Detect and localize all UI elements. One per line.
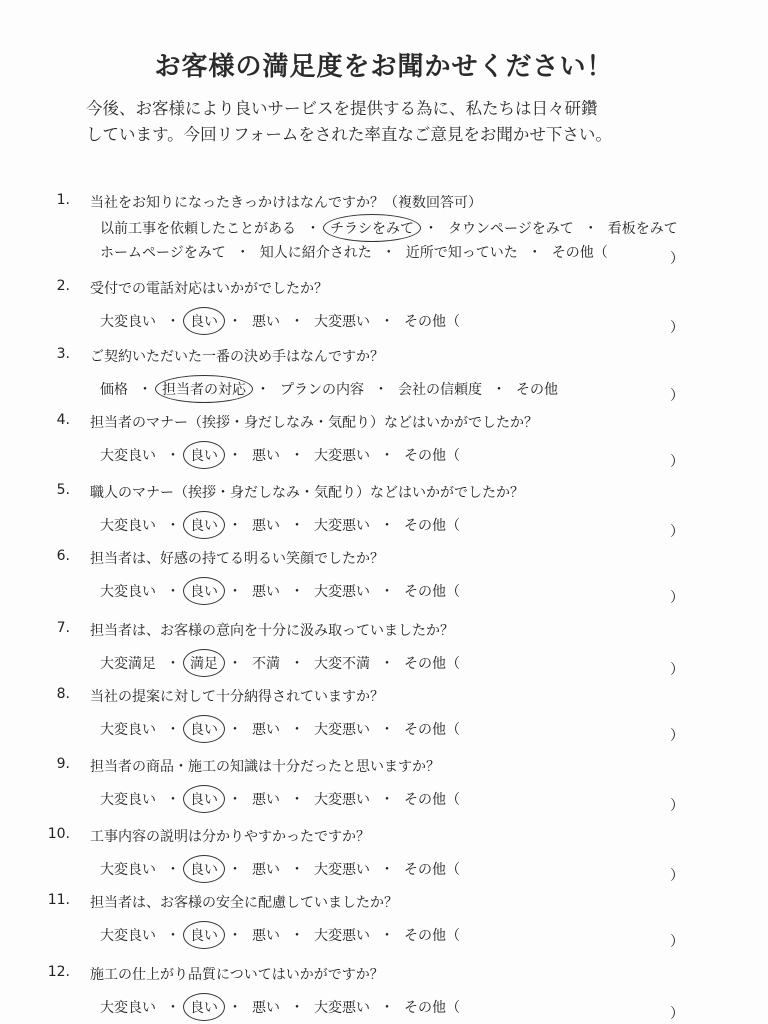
option-separator: ・ [228, 1000, 242, 1016]
answer-option[interactable]: 悪い [252, 862, 280, 878]
option-separator: ・ [166, 314, 180, 330]
option-separator: ・ [290, 656, 304, 672]
answer-option[interactable]: その他（ [404, 448, 460, 464]
answer-option[interactable]: 大変満足 [100, 656, 156, 672]
answer-option[interactable]: その他（ [404, 314, 460, 330]
close-paren: ） [670, 251, 684, 267]
option-separator: ・ [228, 314, 242, 330]
option-separator: ・ [380, 448, 394, 464]
intro-line: 今後、お客様により良いサービスを提供する為に、私たちは日々研鑽 [86, 99, 598, 118]
answer-option[interactable]: その他（ [404, 1000, 460, 1016]
selected-option[interactable]: 良い [186, 859, 222, 879]
answer-option[interactable]: 大変悪い [314, 314, 370, 330]
option-separator: ・ [380, 584, 394, 600]
selected-option[interactable]: チラシをみて [326, 218, 418, 238]
option-separator: ・ [306, 221, 320, 237]
answer-option[interactable]: 悪い [252, 314, 280, 330]
option-separator: ・ [228, 448, 242, 464]
answer-options [96, 379, 562, 399]
question-text: 担当者の商品・施工の知識は十分だったと思いますか？ [90, 759, 440, 775]
answer-option[interactable]: その他（ [404, 792, 460, 808]
answer-option[interactable]: 大変良い [100, 448, 156, 464]
answer-option[interactable]: その他（ [404, 928, 460, 944]
answer-option[interactable]: 大変良い [100, 862, 156, 878]
selected-option[interactable]: 良い [186, 789, 222, 809]
close-paren: ） [670, 454, 684, 470]
answer-options [96, 789, 464, 809]
option-separator: ・ [166, 448, 180, 464]
option-separator: ・ [228, 722, 242, 738]
selected-option[interactable]: 良い [186, 515, 222, 535]
answer-options [96, 719, 464, 739]
answer-option[interactable]: 以前工事を依頼したことがある [100, 221, 296, 237]
answer-options [96, 859, 464, 879]
option-separator: ・ [235, 245, 250, 261]
answer-option[interactable]: 大変良い [100, 314, 156, 330]
close-paren: ） [670, 662, 684, 678]
question-number: 10. [47, 826, 70, 842]
option-separator: ・ [228, 928, 242, 944]
question-text: 工事内容の説明は分かりやすかったですか？ [90, 829, 370, 845]
answer-option[interactable]: 悪い [252, 518, 280, 534]
option-separator: ・ [256, 382, 270, 398]
question-number: 1. [56, 192, 70, 208]
question-text: 担当者は、好感の持てる明るい笑顔でしたか？ [90, 551, 384, 567]
answer-option[interactable]: その他 [516, 382, 558, 398]
question-text: ご契約いただいた一番の決め手はなんですか？ [90, 349, 384, 365]
question-text: 受付での電話対応はいかがでしたか？ [90, 281, 328, 297]
survey-title: お客様の満足度をお聞かせください！ [154, 52, 614, 82]
answer-options [96, 445, 464, 465]
answer-option[interactable]: 悪い [252, 722, 280, 738]
question-text: 当社の提案に対して十分納得されていますか？ [90, 689, 384, 705]
option-separator: ・ [290, 448, 304, 464]
option-separator: ・ [424, 221, 438, 237]
answer-options [96, 925, 464, 945]
answer-options [96, 218, 682, 238]
option-separator: ・ [228, 518, 242, 534]
option-separator: ・ [166, 518, 180, 534]
answer-option[interactable]: 看板をみて [607, 221, 678, 237]
option-separator: ・ [527, 245, 542, 261]
option-separator: ・ [228, 656, 242, 672]
answer-option[interactable]: 会社の信頼度 [398, 382, 482, 398]
close-paren: ） [670, 590, 684, 606]
answer-options [96, 242, 612, 262]
question-number: 4. [56, 412, 70, 428]
selected-option[interactable]: 良い [186, 719, 222, 739]
close-paren: ） [670, 934, 684, 950]
option-separator: ・ [290, 928, 304, 944]
question-text: 職人のマナー（挨拶・身だしなみ・気配り）などはいかがでしたか？ [90, 485, 524, 501]
question-number: 12. [47, 964, 70, 980]
answer-option[interactable]: 大変悪い [314, 584, 370, 600]
answer-option[interactable]: 大変悪い [314, 862, 370, 878]
option-separator: ・ [374, 382, 388, 398]
close-paren: ） [670, 388, 684, 404]
option-separator: ・ [166, 584, 180, 600]
question-text: 施工の仕上がり品質についてはいかがですか？ [90, 967, 384, 983]
selected-option[interactable]: 良い [186, 581, 222, 601]
close-paren: ） [670, 798, 684, 814]
option-separator: ・ [290, 862, 304, 878]
answer-option[interactable]: 大変良い [100, 1000, 156, 1016]
option-separator: ・ [380, 862, 394, 878]
option-separator: ・ [583, 221, 598, 237]
answer-option[interactable]: 知人に紹介された [259, 245, 372, 261]
option-separator: ・ [290, 584, 304, 600]
answer-option[interactable]: 悪い [252, 448, 280, 464]
option-separator: ・ [380, 656, 394, 672]
option-separator: ・ [138, 382, 152, 398]
option-separator: ・ [228, 584, 242, 600]
selected-option[interactable]: 良い [186, 997, 222, 1017]
question-number: 5. [56, 482, 70, 498]
answer-options [96, 581, 464, 601]
option-separator: ・ [166, 656, 180, 672]
answer-option[interactable]: その他（ [404, 862, 460, 878]
answer-option[interactable]: 悪い [252, 584, 280, 600]
answer-option[interactable]: 大変良い [100, 518, 156, 534]
intro-text [86, 96, 726, 148]
answer-option[interactable]: その他（ [404, 584, 460, 600]
answer-option[interactable]: 大変不満 [314, 656, 370, 672]
answer-option[interactable]: 大変悪い [314, 722, 370, 738]
option-separator: ・ [380, 1000, 394, 1016]
option-separator: ・ [290, 792, 304, 808]
option-separator: ・ [166, 722, 180, 738]
option-separator: ・ [166, 862, 180, 878]
answer-option[interactable]: その他（ [404, 518, 460, 534]
close-paren: ） [670, 868, 684, 884]
answer-options [96, 311, 464, 331]
question-text: 担当者は、お客様の意向を十分に汲み取っていましたか？ [90, 623, 454, 639]
question-number: 6. [56, 548, 70, 564]
selected-option[interactable]: 良い [186, 445, 222, 465]
question-text: 当社をお知りになったきっかけはなんですか？（複数回答可） [90, 195, 482, 211]
answer-option[interactable]: ホームページをみて [100, 245, 226, 261]
close-paren: ） [670, 320, 684, 336]
intro-line: しています。今回リフォームをされた率直なご意見をお聞かせ下さい。 [86, 125, 612, 144]
answer-option[interactable]: 不満 [252, 656, 280, 672]
answer-option[interactable]: 大変悪い [314, 792, 370, 808]
option-separator: ・ [380, 518, 394, 534]
answer-option[interactable]: 悪い [252, 792, 280, 808]
close-paren: ） [670, 1006, 684, 1022]
answer-option[interactable]: 大変悪い [314, 448, 370, 464]
answer-option[interactable]: 大変良い [100, 928, 156, 944]
option-separator: ・ [166, 792, 180, 808]
option-separator: ・ [290, 314, 304, 330]
question-number: 8. [56, 686, 70, 702]
option-separator: ・ [380, 928, 394, 944]
option-separator: ・ [381, 245, 396, 261]
close-paren: ） [670, 524, 684, 540]
question-number: 3. [56, 346, 70, 362]
option-separator: ・ [380, 792, 394, 808]
option-separator: ・ [228, 862, 242, 878]
option-separator: ・ [166, 1000, 180, 1016]
close-paren: ） [670, 728, 684, 744]
answer-option[interactable]: 悪い [252, 928, 280, 944]
answer-option[interactable]: タウンページをみて [448, 221, 574, 237]
answer-option[interactable]: 大変良い [100, 722, 156, 738]
answer-option[interactable]: 大変悪い [314, 1000, 370, 1016]
answer-options [96, 997, 464, 1017]
answer-option[interactable]: 大変悪い [314, 928, 370, 944]
selected-option[interactable]: 良い [186, 311, 222, 331]
question-number: 11. [47, 892, 70, 908]
option-separator: ・ [290, 722, 304, 738]
option-separator: ・ [290, 518, 304, 534]
answer-option[interactable]: その他（ [404, 722, 460, 738]
option-separator: ・ [228, 792, 242, 808]
selected-option[interactable]: 良い [186, 925, 222, 945]
answer-options [96, 653, 464, 673]
option-separator: ・ [380, 314, 394, 330]
option-separator: ・ [492, 382, 506, 398]
option-separator: ・ [290, 1000, 304, 1016]
answer-option[interactable]: 大変良い [100, 792, 156, 808]
answer-option[interactable]: 大変良い [100, 584, 156, 600]
question-number: 7. [56, 620, 70, 636]
answer-option[interactable]: 大変悪い [314, 518, 370, 534]
answer-option[interactable]: その他（ [551, 245, 608, 261]
question-text: 担当者は、お客様の安全に配慮していましたか？ [90, 895, 398, 911]
selected-option[interactable]: 満足 [186, 653, 222, 673]
option-separator: ・ [380, 722, 394, 738]
option-separator: ・ [166, 928, 180, 944]
question-number: 9. [56, 756, 70, 772]
question-number: 2. [56, 278, 70, 294]
answer-option[interactable]: その他（ [404, 656, 460, 672]
answer-option[interactable]: 悪い [252, 1000, 280, 1016]
answer-option[interactable]: 近所で知っていた [405, 245, 518, 261]
selected-option[interactable]: 担当者の対応 [158, 379, 250, 399]
answer-option[interactable]: プランの内容 [280, 382, 364, 398]
answer-option[interactable]: 価格 [100, 382, 128, 398]
question-text: 担当者のマナー（挨拶・身だしなみ・気配り）などはいかがでしたか？ [90, 415, 538, 431]
answer-options [96, 515, 464, 535]
